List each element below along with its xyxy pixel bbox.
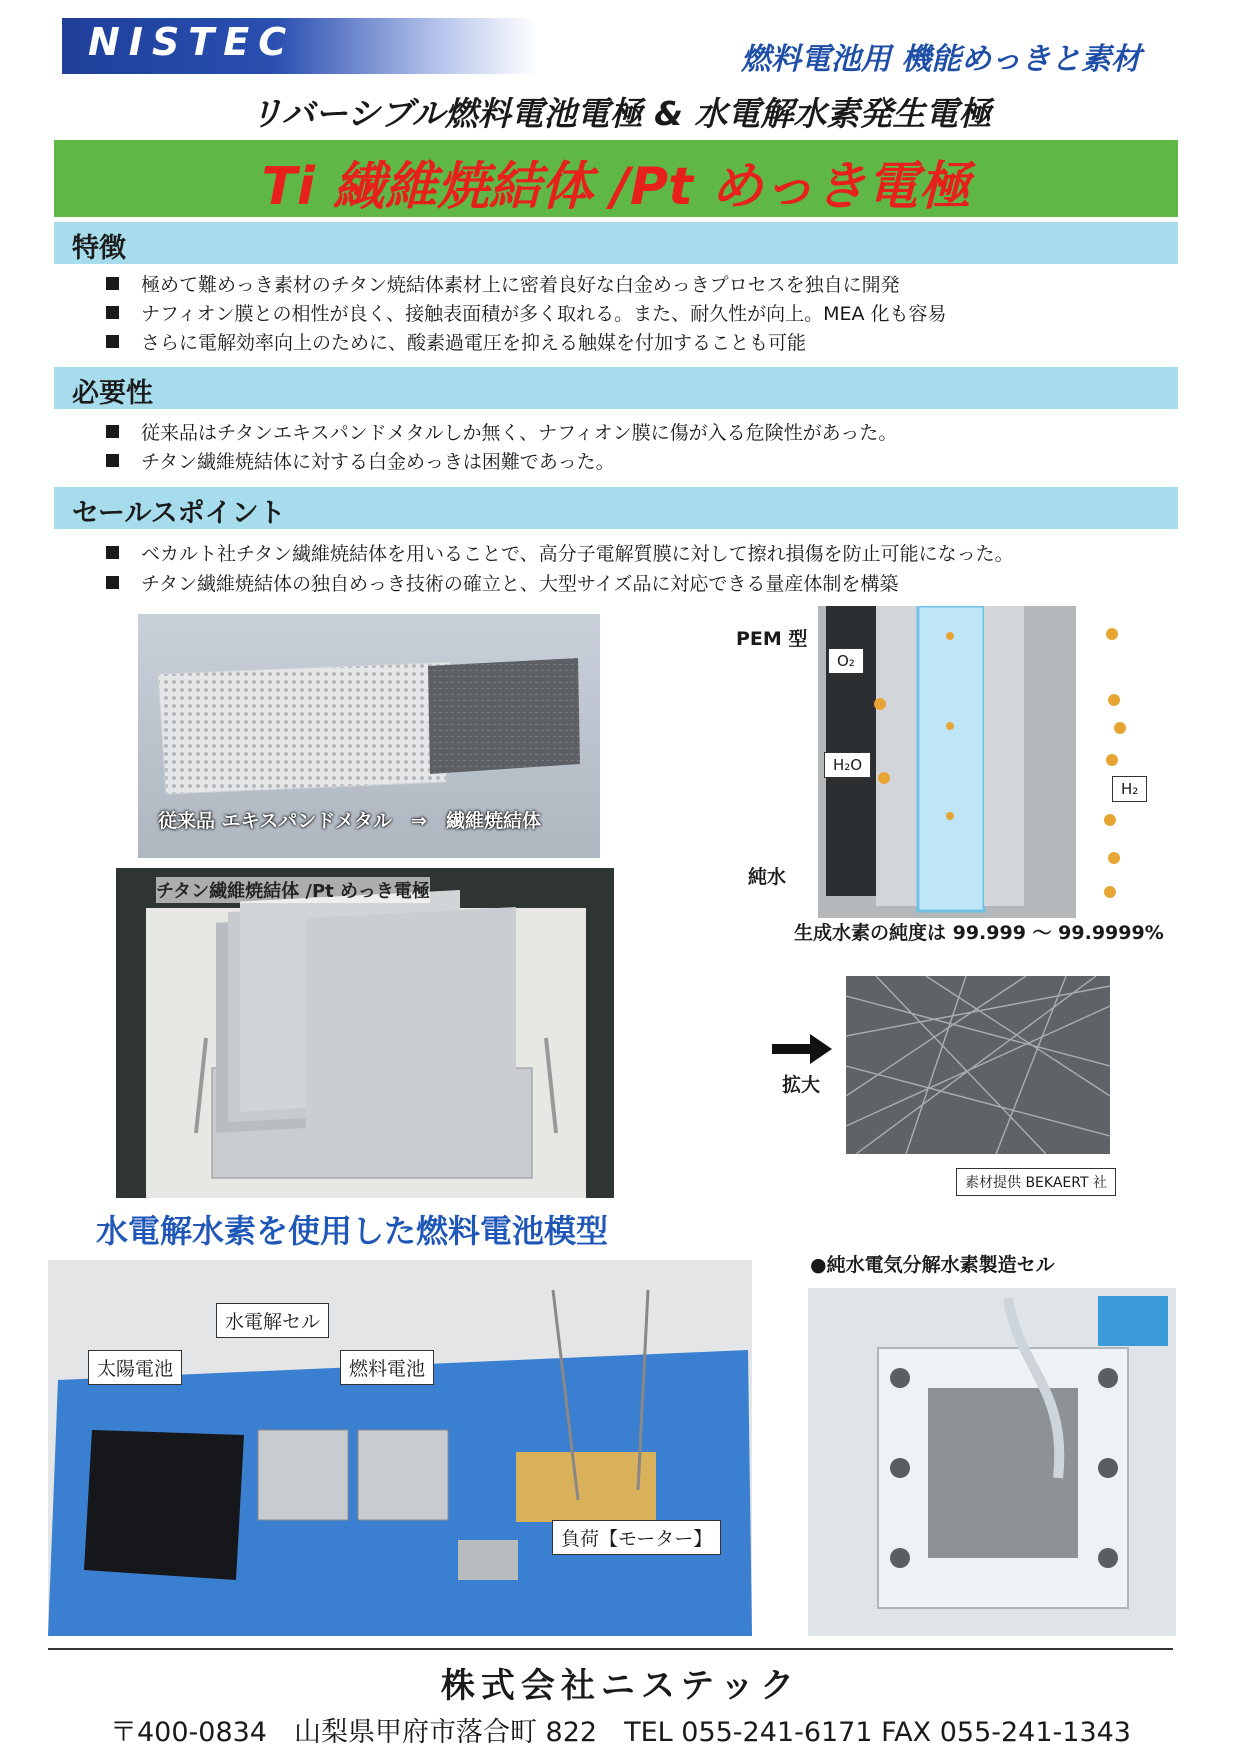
page-subtitle: リバーシブル燃料電池電極 & 水電解水素発生電極 <box>249 94 992 133</box>
company-address: 〒400-0834 山梨県甲府市落合町 822 TEL 055-241-6171 FAX 055-241-1343 <box>109 1717 1131 1748</box>
section-title-selling-points: セールスポイント <box>72 498 286 529</box>
comparison-caption: 従来品 エキスパンドメタル ⇒ 繊維焼結体 <box>158 810 541 832</box>
electrolysis-cell-photo <box>808 1288 1176 1636</box>
h2-label: H₂ <box>1112 776 1147 802</box>
header-tagline: 燃料電池用 機能めっきと素材 <box>740 42 1141 77</box>
hydrogen-bubbles-image <box>1084 620 1134 910</box>
purity-text: 生成水素の純度は 99.999 ～ 99.9999% <box>794 922 1164 944</box>
pure-water-label: 純水 <box>748 866 787 888</box>
electrolysis-cell-image <box>808 1288 1176 1636</box>
fuel-cell-model-photo <box>48 1260 752 1636</box>
right-arrow-image <box>772 1034 832 1064</box>
fuel-cell-model-image <box>48 1260 752 1636</box>
pem-label: PEM 型 <box>736 628 808 650</box>
sem-fiber-image <box>846 976 1110 1154</box>
section-title-features: 特徴 <box>72 233 126 264</box>
fuel-cell-label: 燃料電池 <box>340 1350 434 1385</box>
necessity-item: 従来品はチタンエキスパンドメタルしか無く、ナフィオン膜に傷が入る危険性があった。 <box>106 418 897 445</box>
electrode-photo <box>116 868 614 1198</box>
solar-cell-label: 太陽電池 <box>88 1350 182 1385</box>
material-credit: 素材提供 BEKAERT 社 <box>956 1168 1116 1196</box>
company-name: 株式会社ニステック <box>440 1666 801 1706</box>
selling-point-item: ベカルト社チタン繊維焼結体を用いることで、高分子電解質膜に対して擦れ損傷を防止可能になった。 <box>106 539 1014 566</box>
company-logo: NISTEC <box>88 20 296 64</box>
electrolysis-cell-title: ●純水電気分解水素製造セル <box>810 1254 1055 1276</box>
electrolysis-cell-label: 水電解セル <box>216 1303 329 1338</box>
hydrogen-bubbles <box>1084 620 1134 910</box>
sem-image <box>846 976 1110 1154</box>
necessity-item: チタン繊維焼結体に対する白金めっきは困難であった。 <box>106 447 615 474</box>
section-bar-features <box>54 222 1178 264</box>
section-title-necessity: 必要性 <box>72 378 153 409</box>
selling-point-item: チタン繊維焼結体の独自めっき技術の確立と、大型サイズ品に対応できる量産体制を構築 <box>106 569 898 596</box>
magnify-label: 拡大 <box>782 1074 821 1096</box>
feature-item: 極めて難めっき素材のチタン焼結体素材上に密着良好な白金めっきプロセスを独自に開発 <box>106 270 900 297</box>
h2o-label: H₂O <box>824 752 871 778</box>
section-bar-necessity <box>54 367 1178 409</box>
model-title: 水電解水素を使用した燃料電池模型 <box>96 1212 609 1250</box>
feature-item: ナフィオン膜との相性が良く、接触表面積が多く取れる。また、耐久性が向上。MEA 化も容易 <box>106 299 947 326</box>
electrode-caption: チタン繊維焼結体 /Pt めっき電極 <box>156 877 430 903</box>
o2-label: O₂ <box>828 648 864 674</box>
page-title: Ti 繊維焼結体 /Pt めっき電極 <box>261 157 971 217</box>
load-motor-label: 負荷【モーター】 <box>552 1520 721 1555</box>
right-arrow-icon <box>772 1034 832 1064</box>
electrode-photo-image <box>116 868 614 1198</box>
feature-item: さらに電解効率向上のために、酸素過電圧を抑える触媒を付加することも可能 <box>106 328 806 355</box>
footer-divider <box>48 1648 1173 1650</box>
